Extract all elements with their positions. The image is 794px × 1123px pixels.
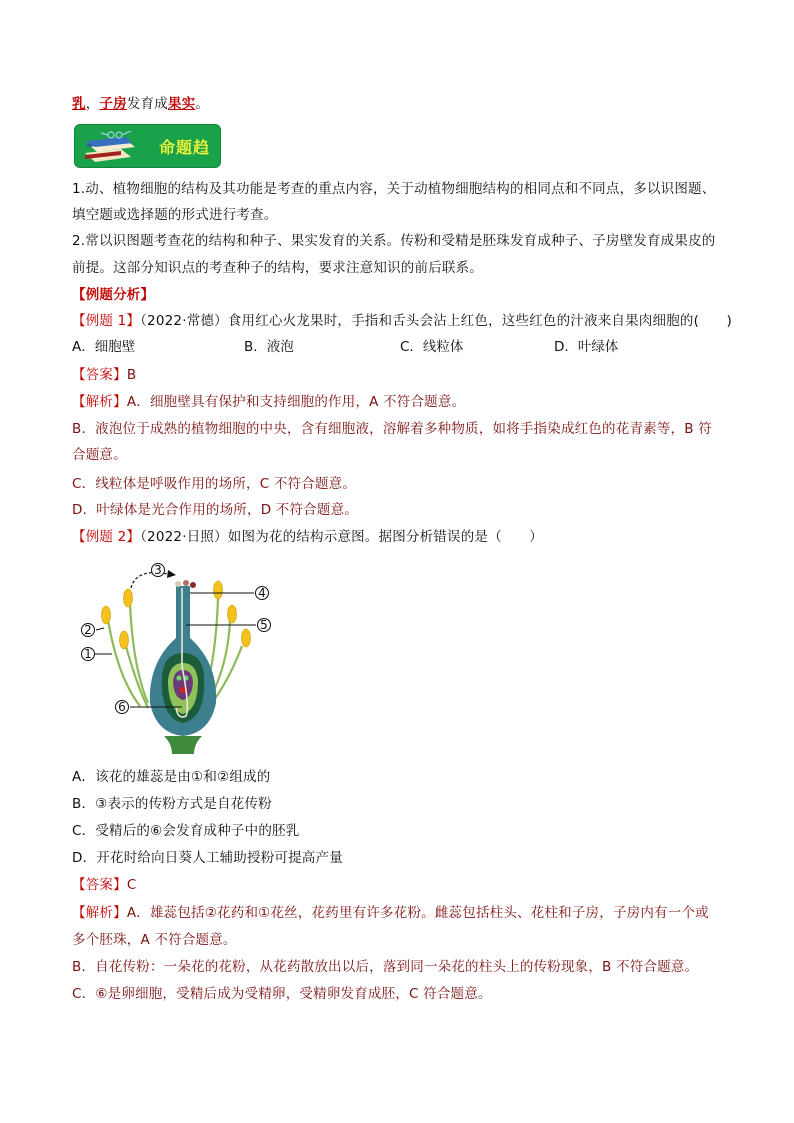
example2-option-a: A．该花的雄蕊是由①和②组成的 xyxy=(72,769,271,785)
example1-analysis-c: C．线粒体是呼吸作用的场所，C 不符合题意。 xyxy=(72,476,357,492)
svg-text:4: 4 xyxy=(258,586,266,600)
trend-point-2b: 前提。这部分知识点的考查种子的结构，要求注意知识的前后联系。 xyxy=(72,260,483,276)
svg-text:3: 3 xyxy=(154,563,162,577)
trend-point-2a: 2.常以识图题考查花的结构和种子、果实发育的关系。传粉和受精是胚珠发育成种子、子房壁发育成果皮的 xyxy=(72,233,716,249)
banner-label: 命题趋 xyxy=(159,138,211,157)
example1-option-a: A．细胞壁 xyxy=(72,339,136,355)
section-title: 【例题分析】 xyxy=(72,287,155,303)
svg-text:1: 1 xyxy=(84,647,92,661)
example2-analysis-c: C．⑥是卵细胞，受精后成为受精卵，受精卵发育成胚，C 符合题意。 xyxy=(72,986,492,1002)
trend-point-1a: 1.动、植物细胞的结构及其功能是考查的重点内容，关于动植物细胞结构的相同点和不同点，多以识图题、 xyxy=(72,181,716,197)
analysis-tag: 【解析】 xyxy=(72,905,127,921)
punctuation: 。 xyxy=(195,96,210,112)
example2-option-c: C．受精后的⑥会发育成种子中的胚乳 xyxy=(72,823,300,839)
keyword-endosperm: 乳 xyxy=(72,96,86,112)
text-segment: 发育成 xyxy=(126,96,168,112)
example2-option-b: B．③表示的传粉方式是自花传粉 xyxy=(72,796,272,812)
stacked-books-icon xyxy=(81,129,151,165)
analysis-text: A．细胞壁具有保护和支持细胞的作用，A 不符合题意。 xyxy=(126,394,466,410)
keyword-fruit: 果实 xyxy=(167,96,196,112)
analysis-text: A．雄蕊包括②花药和①花丝，花药里有许多花粉。雌蕊包括柱头、花柱和子房，子房内有一个或 xyxy=(126,905,709,921)
example2-tag: 【例题 2】 xyxy=(72,529,141,545)
analysis-tag: 【解析】 xyxy=(72,394,127,410)
svg-text:2: 2 xyxy=(84,623,92,637)
example1-answer xyxy=(72,366,136,384)
example1-option-c: C．线粒体 xyxy=(400,339,464,355)
exam-trend-banner xyxy=(74,124,221,168)
example1-analysis-b1: B．液泡位于成熟的植物细胞的中央，含有细胞液，溶解着多种物质，如将手指染成红色的花青素等，B 符 xyxy=(72,421,712,437)
example1-option-d: D．叶绿体 xyxy=(554,339,619,355)
example2-question-text: （2022·日照）如图为花的结构示意图。据图分析错误的是（ ） xyxy=(140,529,543,545)
example2-question xyxy=(72,528,543,546)
example1-question-text: （2022·常德）食用红心火龙果时，手指和舌头会沾上红色，这些红色的汁液来自果肉细胞的( ) xyxy=(140,313,732,329)
intro-line xyxy=(72,95,209,113)
svg-text:6: 6 xyxy=(118,700,126,714)
example1-question xyxy=(72,312,732,330)
punctuation: ， xyxy=(85,96,100,112)
trend-point-1b: 填空题或选择题的形式进行考查。 xyxy=(72,207,278,223)
answer-tag: 【答案】 xyxy=(72,367,127,383)
svg-text:5: 5 xyxy=(260,618,268,632)
example2-answer xyxy=(72,876,136,894)
example2-analysis-a2: 多个胚珠，A 不符合题意。 xyxy=(72,932,237,948)
flower-structure-diagram xyxy=(78,558,288,763)
answer-value: B xyxy=(126,367,137,383)
example2-analysis-a1 xyxy=(72,904,709,922)
example1-analysis-d: D．叶绿体是光合作用的场所，D 不符合题意。 xyxy=(72,502,358,518)
example1-option-b: B．液泡 xyxy=(244,339,294,355)
example2-analysis-b: B．自花传粉：一朵花的花粉，从花药散放出以后，落到同一朵花的柱头上的传粉现象，B 不符合题意。 xyxy=(72,959,699,975)
answer-value: C xyxy=(126,877,137,893)
example1-analysis-a xyxy=(72,393,465,411)
answer-tag: 【答案】 xyxy=(72,877,127,893)
example1-options xyxy=(72,338,752,356)
keyword-ovary: 子房 xyxy=(99,96,127,112)
example1-tag: 【例题 1】 xyxy=(72,313,141,329)
example2-option-d: D．开花时给向日葵人工辅助授粉可提高产量 xyxy=(72,850,343,866)
example1-analysis-b2: 合题意。 xyxy=(72,447,127,463)
